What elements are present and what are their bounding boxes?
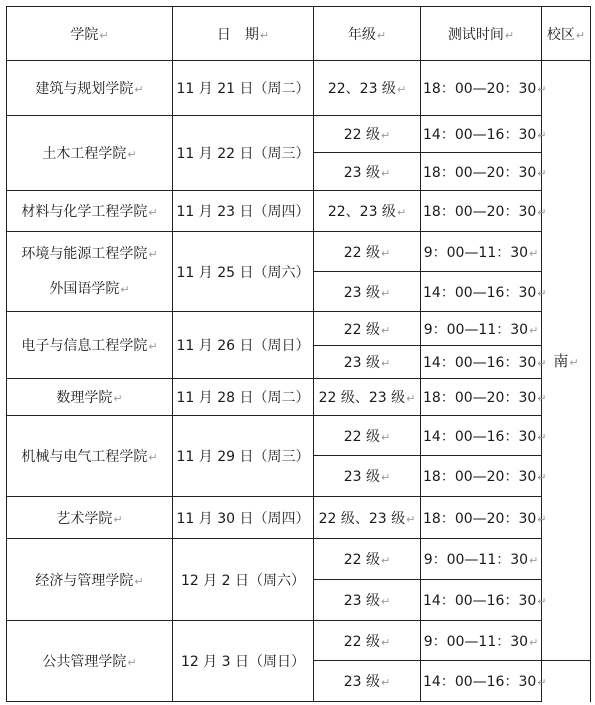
date-cell: 11 月 26 日（周日） <box>173 312 314 379</box>
table-row <box>7 416 591 456</box>
time-cell: 9：00—11：30↵ <box>421 621 542 661</box>
grade-cell: 22 级↵ <box>314 116 421 153</box>
time-cell: 14：00—16：30↵ <box>421 661 542 702</box>
campus-south-cell: 南↵ <box>542 61 591 661</box>
grade-cell: 23 级↵ <box>314 580 421 621</box>
header-date: 日 期↵ <box>173 7 314 61</box>
date-cell: 11 月 21 日（周二） <box>173 61 314 116</box>
table-row <box>7 621 591 661</box>
college-cell: 建筑与规划学院↵ <box>7 61 173 116</box>
date-cell: 11 月 29 日（周三） <box>173 416 314 497</box>
time-cell: 18：00—20：30↵ <box>421 456 542 497</box>
time-cell: 18：00—20：30↵ <box>421 191 542 232</box>
grade-cell: 22、23 级↵ <box>314 61 421 116</box>
grade-cell: 22、23 级↵ <box>314 191 421 232</box>
college-cell: 公共管理学院↵ <box>7 621 173 702</box>
table-row <box>7 61 591 116</box>
header-time: 测试时间↵ <box>421 7 542 61</box>
table-row <box>7 232 591 272</box>
header-campus: 校区↵ <box>542 7 591 61</box>
time-cell: 18：00—20：30↵ <box>421 379 542 416</box>
college-cell: 土木工程学院↵ <box>7 116 173 191</box>
table-row <box>7 497 591 539</box>
grade-cell: 22 级↵ <box>314 621 421 661</box>
table-row <box>7 539 591 580</box>
time-cell: 14：00—16：30↵ <box>421 272 542 312</box>
college-cell: 材料与化学工程学院↵ <box>7 191 173 232</box>
college-cell: 经济与管理学院↵ <box>7 539 173 621</box>
time-cell: 18：00—20：30↵ <box>421 61 542 116</box>
table-row <box>7 379 591 416</box>
table-row <box>7 191 591 232</box>
table-row <box>7 312 591 346</box>
date-cell: 12 月 2 日（周六） <box>173 539 314 621</box>
college-cell: 数理学院↵ <box>7 379 173 416</box>
time-cell: 14：00—16：30↵ <box>421 416 542 456</box>
schedule-sheet <box>6 6 591 702</box>
college-cell: 环境与能源工程学院↵ 外国语学院↵ <box>7 232 173 312</box>
date-cell: 11 月 23 日（周四） <box>173 191 314 232</box>
time-cell: 9：00—11：30↵ <box>421 232 542 272</box>
time-cell: 9：00—11：30↵ <box>421 312 542 346</box>
grade-cell: 22 级、23 级↵ <box>314 497 421 539</box>
grade-cell: 22 级↵ <box>314 416 421 456</box>
time-cell: 14：00—16：30↵ <box>421 346 542 379</box>
grade-cell: 22 级↵ <box>314 312 421 346</box>
date-cell: 11 月 22 日（周三） <box>173 116 314 191</box>
grade-cell: 22 级↵ <box>314 539 421 580</box>
college-cell: 电子与信息工程学院↵ <box>7 312 173 379</box>
date-cell: 11 月 30 日（周四） <box>173 497 314 539</box>
date-cell: 12 月 3 日（周日） <box>173 621 314 702</box>
grade-cell: 23 级↵ <box>314 346 421 379</box>
grade-cell: 23 级↵ <box>314 456 421 497</box>
grade-cell: 23 级↵ <box>314 272 421 312</box>
header-grade: 年级↵ <box>314 7 421 61</box>
college-cell: 机械与电气工程学院↵ <box>7 416 173 497</box>
grade-cell: 22 级↵ <box>314 232 421 272</box>
date-cell: 11 月 25 日（周六） <box>173 232 314 312</box>
test-schedule-table <box>6 6 591 702</box>
time-cell: 9：00—11：30↵ <box>421 539 542 580</box>
grade-cell: 23 级↵ <box>314 153 421 191</box>
time-cell: 18：00—20：30↵ <box>421 497 542 539</box>
header-college: 学院↵ <box>7 7 173 61</box>
time-cell: 14：00—16：30↵ <box>421 580 542 621</box>
header-row <box>7 7 591 61</box>
table-row <box>7 116 591 153</box>
time-cell: 18：00—20：30↵ <box>421 153 542 191</box>
college-cell: 艺术学院↵ <box>7 497 173 539</box>
time-cell: 14：00—16：30↵ <box>421 116 542 153</box>
grade-cell: 22 级、23 级↵ <box>314 379 421 416</box>
grade-cell: 23 级↵ <box>314 661 421 702</box>
date-cell: 11 月 28 日（周二） <box>173 379 314 416</box>
